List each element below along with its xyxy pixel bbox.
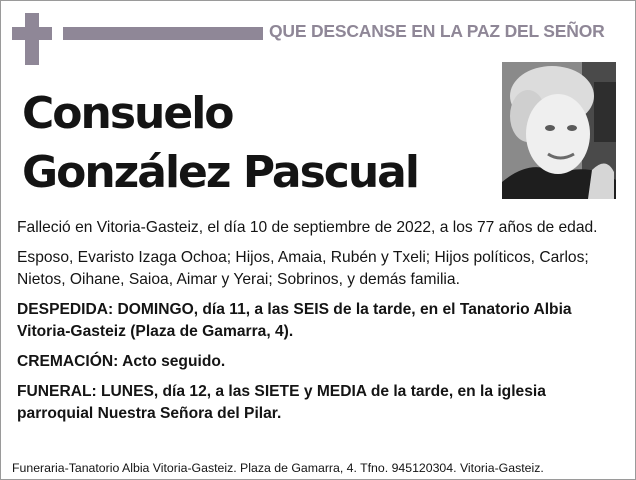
- portrait-photo: [502, 62, 616, 199]
- header-rule: [63, 27, 263, 40]
- deceased-name: [22, 84, 418, 202]
- deceased-first-name: Consuelo: [22, 88, 233, 139]
- funeral-details: FUNERAL: LUNES, día 12, a las SIETE y MEDIA de la tarde, en la iglesia parroquial Nuestra Señora del Pilar.: [17, 383, 546, 422]
- portrait-photo-icon: [502, 62, 616, 199]
- cross-icon-bar: [12, 27, 52, 40]
- cremation-details: CREMACIÓN: Acto seguido.: [17, 353, 226, 370]
- announcement-body: [17, 217, 623, 433]
- death-notice: Falleció en Vitoria-Gasteiz, el día 10 de septiembre de 2022, a los 77 años de edad.: [17, 219, 598, 236]
- deceased-surnames: González Pascual: [22, 147, 418, 198]
- farewell-details: DESPEDIDA: DOMINGO, día 11, a las SEIS de la tarde, en el Tanatorio Albia Vitoria-Gasteiz (Plaza de Gamarra, 4).: [17, 301, 572, 340]
- header-tagline: QUE DESCANSE EN LA PAZ DEL SEÑOR: [269, 21, 605, 41]
- funeral-home-footer: Funeraria-Tanatorio Albia Vitoria-Gasteiz. Plaza de Gamarra, 4. Tfno. 945120304. Vitoria-Gasteiz.: [12, 461, 544, 475]
- family-list: Esposo, Evaristo Izaga Ochoa; Hijos, Amaia, Rubén y Txeli; Hijos políticos, Carlos; Nietos, Oihane, Saioa, Aimar y Yerai; Sobrinos, y demás familia.: [17, 249, 589, 288]
